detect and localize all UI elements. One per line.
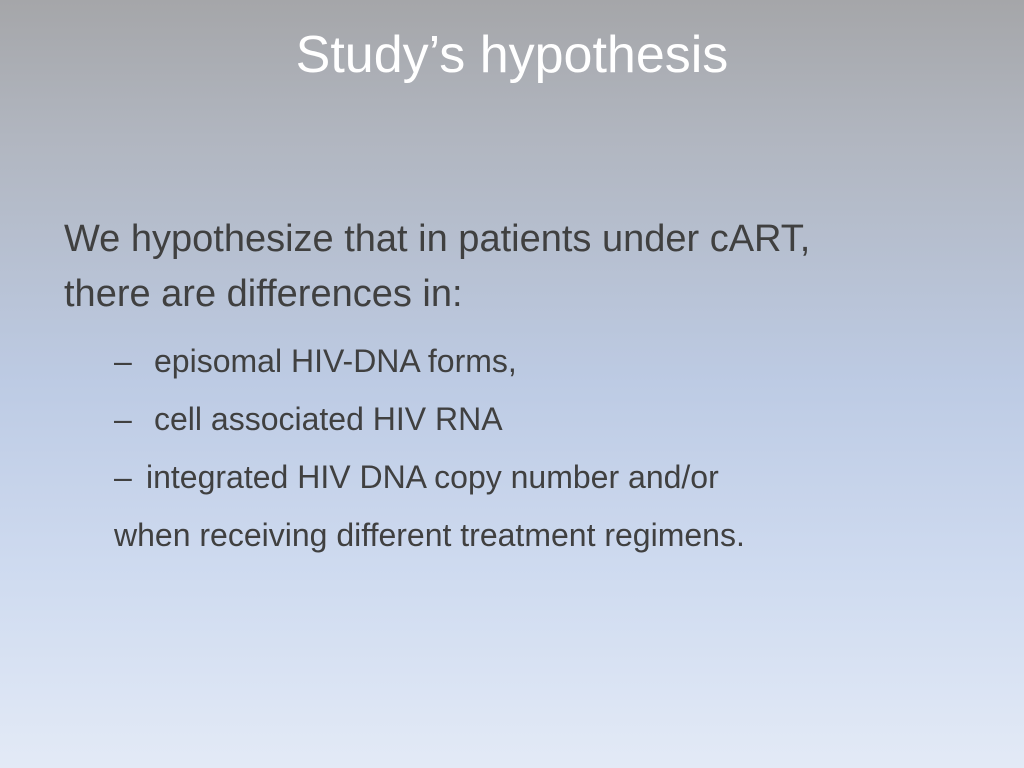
- dash-bullet-icon: –: [114, 459, 132, 495]
- list-item: [114, 390, 964, 448]
- hypothesis-list: [64, 332, 964, 506]
- conclusion-line: when receiving different treatment regimens.: [114, 517, 745, 553]
- dash-bullet-icon: –: [114, 343, 132, 379]
- list-item-text: integrated HIV DNA copy number and/or: [146, 459, 719, 495]
- dash-bullet-icon: –: [114, 401, 132, 437]
- list-item-text: cell associated HIV RNA: [154, 401, 503, 437]
- list-item: [114, 448, 964, 506]
- slide-body: [64, 212, 964, 564]
- list-item: [114, 332, 964, 390]
- intro-line-2: there are differences in:: [64, 273, 463, 315]
- intro-line-1: We hypothesize that in patients under cART,: [64, 218, 811, 260]
- list-item-text: episomal HIV-DNA forms,: [154, 343, 517, 379]
- slide-title: Study’s hypothesis: [295, 26, 729, 84]
